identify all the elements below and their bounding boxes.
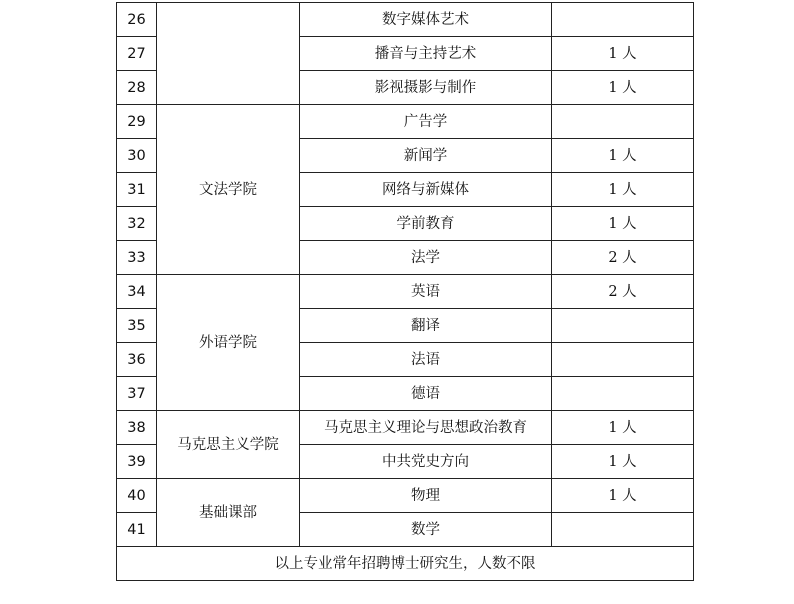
college-cell: 基础课部	[157, 479, 300, 547]
major-cell: 学前教育	[300, 207, 552, 241]
table-row	[117, 3, 694, 37]
table-row	[117, 411, 694, 445]
recruitment-table	[116, 2, 694, 581]
major-cell: 法学	[300, 241, 552, 275]
count-cell	[552, 377, 694, 411]
row-number: 31	[117, 173, 157, 207]
count-cell	[552, 309, 694, 343]
major-cell: 新闻学	[300, 139, 552, 173]
count-cell: 1 人	[552, 37, 694, 71]
major-cell: 数学	[300, 513, 552, 547]
row-number: 29	[117, 105, 157, 139]
major-cell: 马克思主义理论与思想政治教育	[300, 411, 552, 445]
college-cell: 外语学院	[157, 275, 300, 411]
row-number: 39	[117, 445, 157, 479]
college-cell: 文法学院	[157, 105, 300, 275]
college-cell	[157, 3, 300, 105]
count-cell: 1 人	[552, 479, 694, 513]
count-cell: 1 人	[552, 173, 694, 207]
major-cell: 数字媒体艺术	[300, 3, 552, 37]
row-number: 33	[117, 241, 157, 275]
major-cell: 德语	[300, 377, 552, 411]
major-cell: 播音与主持艺术	[300, 37, 552, 71]
major-cell: 广告学	[300, 105, 552, 139]
row-number: 27	[117, 37, 157, 71]
row-number: 38	[117, 411, 157, 445]
row-number: 28	[117, 71, 157, 105]
count-cell: 1 人	[552, 411, 694, 445]
major-cell: 影视摄影与制作	[300, 71, 552, 105]
row-number: 40	[117, 479, 157, 513]
row-number: 26	[117, 3, 157, 37]
count-cell	[552, 105, 694, 139]
table-row	[117, 479, 694, 513]
college-cell: 马克思主义学院	[157, 411, 300, 479]
footer-row	[117, 547, 694, 581]
major-cell: 翻译	[300, 309, 552, 343]
row-number: 36	[117, 343, 157, 377]
count-cell: 1 人	[552, 207, 694, 241]
row-number: 32	[117, 207, 157, 241]
major-cell: 法语	[300, 343, 552, 377]
count-cell	[552, 343, 694, 377]
major-cell: 英语	[300, 275, 552, 309]
count-cell: 2 人	[552, 241, 694, 275]
count-cell: 2 人	[552, 275, 694, 309]
count-cell: 1 人	[552, 445, 694, 479]
table-row	[117, 275, 694, 309]
count-cell: 1 人	[552, 139, 694, 173]
major-cell: 物理	[300, 479, 552, 513]
row-number: 37	[117, 377, 157, 411]
count-cell: 1 人	[552, 71, 694, 105]
major-cell: 中共党史方向	[300, 445, 552, 479]
row-number: 34	[117, 275, 157, 309]
count-cell	[552, 3, 694, 37]
major-cell: 网络与新媒体	[300, 173, 552, 207]
footer-note: 以上专业常年招聘博士研究生，人数不限	[117, 547, 694, 581]
table-row	[117, 105, 694, 139]
row-number: 41	[117, 513, 157, 547]
count-cell	[552, 513, 694, 547]
row-number: 35	[117, 309, 157, 343]
row-number: 30	[117, 139, 157, 173]
